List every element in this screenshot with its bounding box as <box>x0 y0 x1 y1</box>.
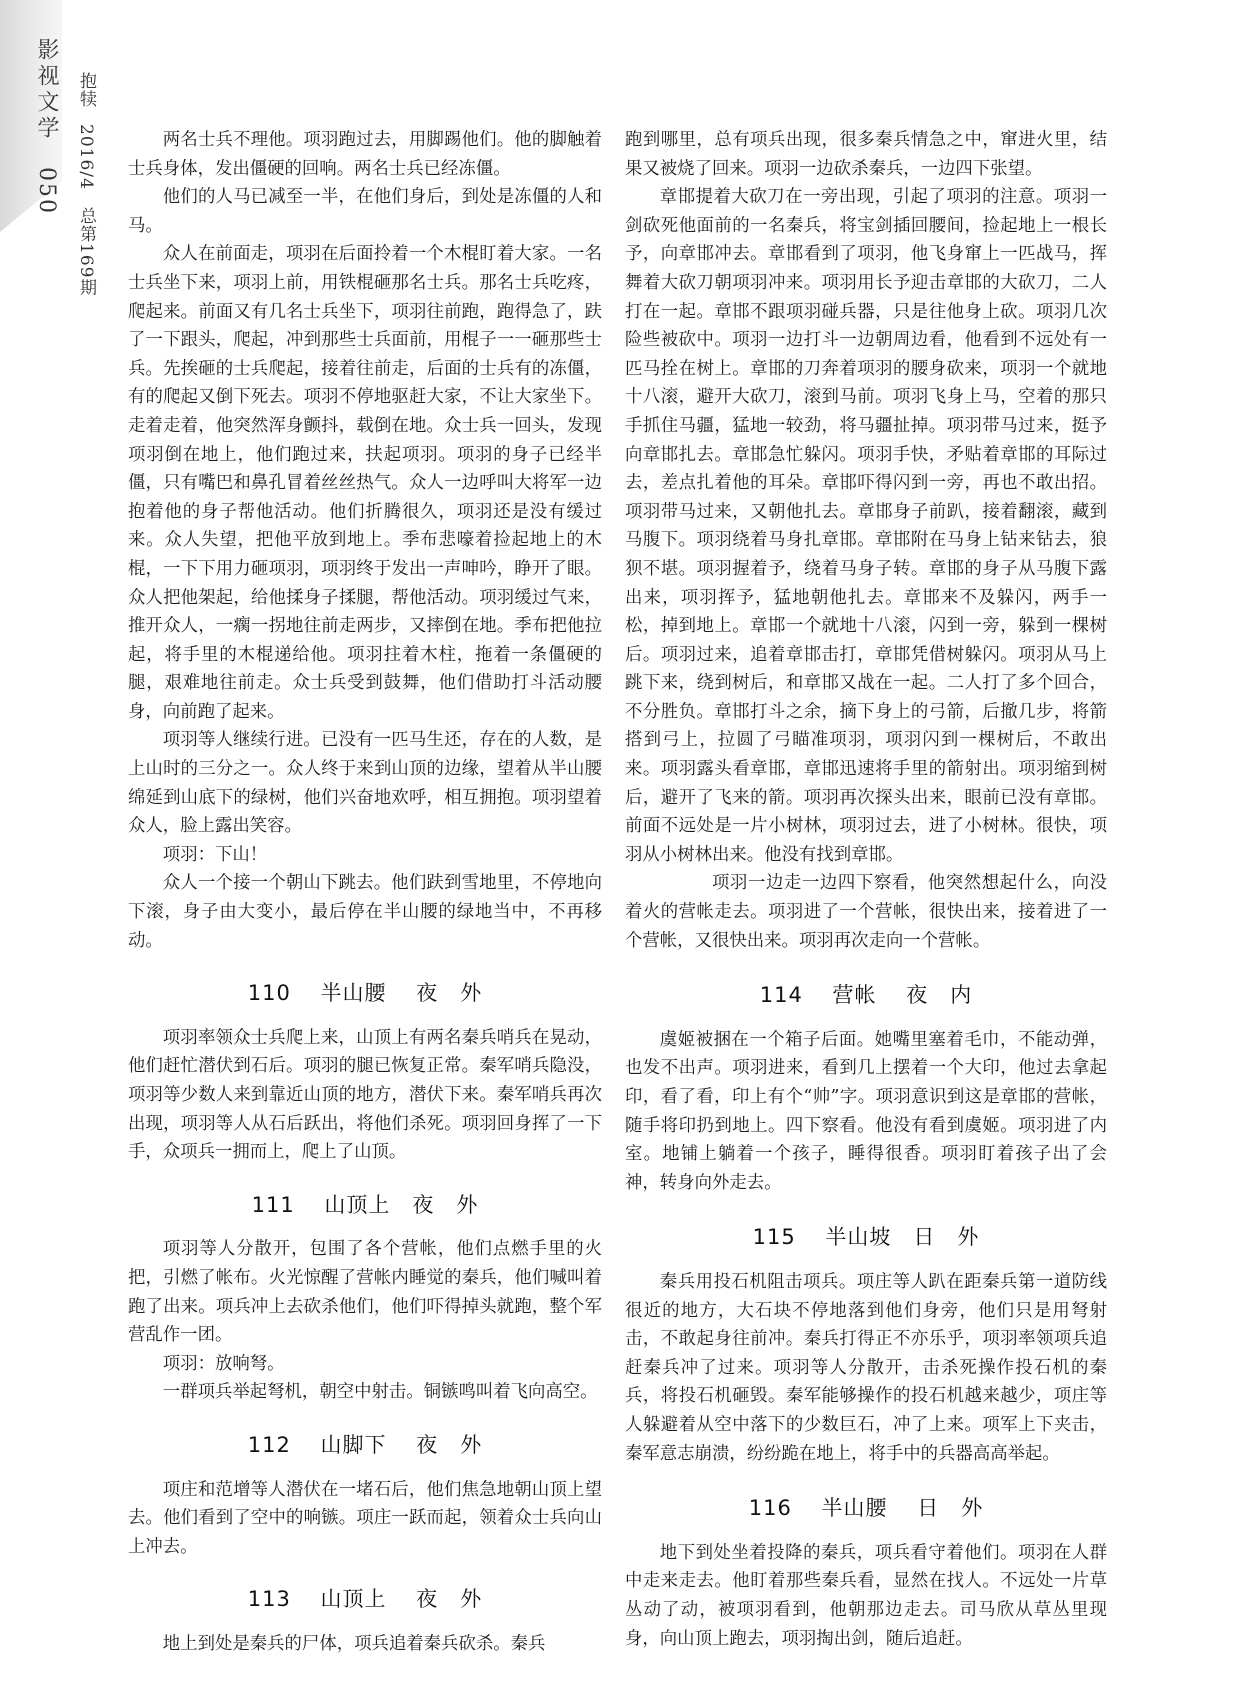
paragraph: 众人一个接一个朝山下跳去。他们趺到雪地里，不停地向下滚，身子由大变小，最后停在半山腰的绿地当中，不再移动。 <box>128 873 602 951</box>
column-name: 抱犊 <box>76 72 96 108</box>
right-column <box>625 126 1107 1653</box>
paragraph: 项羽等人继续行进。已没有一匹马生还，存在的人数，是上山时的三分之一。众人终于来到山顶的边缘，望着从半山腰绵延到山底下的绿树，他们兴奋地欢呼，相互拥抱。项羽望着众人，脸上露出笑容。 <box>128 730 602 837</box>
side-tab-label <box>31 38 62 215</box>
scene-heading: 112 山脚下 夜 外 <box>247 1432 483 1457</box>
paragraph: 章邯提着大砍刀在一旁出现，引起了项羽的注意。项羽一剑砍死他面前的一名秦兵，将宝剑插回腰间，捡起地上一根长予，向章邯冲去。章邯看到了项羽，他飞身窜上一匹战马，挥舞着大砍刀朝项羽冲来。项羽用长予迎击章邯的大砍刀，二人打在一起。章邯不跟项羽碰兵器，只是往他身上砍。项羽几次险些被砍中。项羽一边打斗一边朝周边看，他看到不远处有一匹马拴在树上。章邯的刀奔着项羽的腰身砍来，项羽一个就地十八滚，避开大砍刀，滚到马前。项羽飞身上马，空着的那只手抓住马疆，猛地一较劲，将马疆扯掉。项羽带马过来，挺予向章邯扎去。章邯急忙躲闪。项羽手快，矛贴着章邯的耳际过去，差点扎着他的耳朵。章邯吓得闪到一旁，再也不敢出招。项羽带马过来，又朝他扎去。章邯身子前趴，接着翻滚，藏到马腹下。项羽绕着马身扎章邯。章邯附在马身上钻来钻去，狼狈不堪。项羽握着予，绕着马身子转。章邯的身子从马腹下露出来，项羽挥予，猛地朝他扎去。章邯来不及躲闪，两手一松，掉到地上。章邯一个就地十八滚，闪到一旁，躲到一棵树后。项羽过来，追着章邯击打，章邯凭借树躲闪。项羽从马上跳下来，绕到树后，和章邯又战在一起。二人打了多个回合，不分胜负。章邯打斗之余，摘下身上的弓箭，后撤几步，将箭搭到弓上，拉圆了弓瞄准项羽，项羽闪到一棵树后，不敢出来。项羽露头看章邯，章邯迅速将手里的箭射出。项羽缩到树后，避开了飞来的箭。项羽再次探头出来，眼前已没有章邯。前面不远处是一片小树林，项羽过去，进了小树林。很快，项羽从小树林出来。他没有找到章邯。 <box>625 187 1107 865</box>
paragraph: 他们的人马已减至一半，在他们身后，到处是冻僵的人和马。 <box>128 187 602 236</box>
dialogue-line: 项羽：放响弩。 <box>162 1353 285 1374</box>
scene-heading: 115 半山坡 日 外 <box>752 1225 980 1250</box>
total-issue: 总第169期 <box>76 206 96 297</box>
scene-heading: 116 半山腰 日 外 <box>748 1496 984 1521</box>
paragraph: 众人在前面走，项羽在后面拎着一个木棍盯着大家。一名士兵坐下来，项羽上前，用铁棍砸那名士兵。那名士兵吃疼，爬起来。前面又有几名士兵坐下，项羽往前跑，跑得急了，趺了一下跟头，爬起，冲到那些士兵面前，用棍子一一砸那些士兵。先挨砸的士兵爬起，接着往前走，后面的士兵有的冻僵，有的爬起又倒下死去。项羽不停地驱赶大家，不让大家坐下。走着走着，他突然浑身颤抖，载倒在地。众士兵一回头，发现项羽倒在地上，他们跑过来，扶起项羽。项羽的身子已经半僵，只有嘴巴和鼻孔冒着丝丝热气。众人一边呼叫大将军一边抱着他的身子帮他活动。他们折腾很久，项羽还是没有缓过来。众人失望，把他平放到地上。季布悲嚎着捡起地上的木棍，一下下用力砸项羽，项羽终于发出一声呻吟，睁开了眼。众人把他架起，给他揉身子揉腿，帮他活动。项羽缓过气来，推开众人，一瘸一拐地往前走两步，又摔倒在地。季布把他拉起，将手里的木棍递给他。项羽拄着木柱，拖着一条僵硬的腿，艰难地往前走。众士兵受到鼓舞，他们借助打斗活动腰身，向前跑了起来。 <box>128 244 602 722</box>
dialogue-line: 项羽：下山！ <box>162 844 268 865</box>
paragraph: 项羽等人分散开，包围了各个营帐，他们点燃手里的火把，引燃了帐布。火光惊醒了营帐内睡觉的秦兵，他们喊叫着跑了出来。项兵冲上去砍杀他们，他们吓得掉头就跑，整个军营乱作一团。 <box>128 1239 602 1346</box>
magazine-name: 影视文学 <box>34 38 59 142</box>
paragraph: 地上到处是秦兵的尸体，项兵追着秦兵砍杀。秦兵 <box>162 1633 546 1654</box>
paragraph: 一群项兵举起弩机，朝空中射击。铜镞鸣叫着飞向高空。 <box>162 1382 598 1403</box>
scene-heading: 114 营帐 夜 内 <box>759 983 973 1008</box>
page-number: 050 <box>34 167 59 215</box>
paragraph: 地下到处坐着投降的秦兵，项兵看守着他们。项羽在人群中走来走去。他盯着那些秦兵看，显然在找人。不远处一片草丛动了动，被项羽看到，他朝那边走去。司马欣从草丛里现身，向山顶上跑去，项羽掏出剑，随后追赶。 <box>625 1542 1107 1649</box>
scene-heading: 110 半山腰 夜 外 <box>247 981 483 1006</box>
paragraph: 项庄和范增等人潜伏在一堵石后，他们焦急地朝山顶上望去。他们看到了空中的响镞。项庄一跃而起，领着众士兵向山上冲去。 <box>128 1479 602 1557</box>
paragraph: 两名士兵不理他。项羽跑过去，用脚踢他们。他的脚触着士兵身体，发出僵硬的回响。两名士兵已经冻僵。 <box>128 130 602 179</box>
scene-heading: 113 山顶上 夜 外 <box>247 1587 483 1612</box>
issue-info <box>74 72 99 306</box>
issue-date: 2016/4 <box>76 124 96 191</box>
scene-heading: 111 山顶上 夜 外 <box>251 1192 479 1217</box>
paragraph-continued: 跑到哪里，总有项兵出现，很多秦兵情急之中，窜进火里，结果又被烧了回来。项羽一边砍杀秦兵，一边四下张望。 <box>625 130 1107 179</box>
paragraph: 虞姬被捆在一个箱子后面。她嘴里塞着毛巾，不能动弹，也发不出声。项羽进来，看到几上摆着一个大印，他过去拿起印，看了看，印上有个“帅”字。项羽意识到这是章邯的营帐，随手将印扔到地上。四下察看。他没有看到虞姬。项羽进了内室。地铺上躺着一个孩子，睡得很香。项羽盯着孩子出了会神，转身向外走去。 <box>625 1029 1107 1193</box>
paragraph: 项羽一边走一边四下察看，他突然想起什么，向没着火的营帐走去。项羽进了一个营帐，很快出来，接着进了一个营帐，又很快出来。项羽再次走向一个营帐。 <box>625 873 1107 951</box>
paragraph: 秦兵用投石机阻击项兵。项庄等人趴在距秦兵第一道防线很近的地方，大石块不停地落到他们身旁，他们只是用弩射击，不敢起身往前冲。秦兵打得正不亦乐乎，项羽率领项兵追赶秦兵冲了过来。项羽等人分散开，击杀死操作投石机的秦兵，将投石机砸毁。秦军能够操作的投石机越来越少，项庄等人躲避着从空中落下的少数巨石，冲了上来。项军上下夹击，秦军意志崩溃，纷纷跪在地上，将手中的兵器高高举起。 <box>625 1271 1107 1464</box>
left-column <box>128 126 602 1659</box>
paragraph: 项羽率领众士兵爬上来，山顶上有两名秦兵哨兵在晃动，他们赶忙潜伏到石后。项羽的腿已恢复正常。秦军哨兵隐没，项羽等少数人来到靠近山顶的地方，潜伏下来。秦军哨兵再次出现，项羽等人从石后跃出，将他们杀死。项羽回身挥了一下手，众项兵一拥而上，爬上了山顶。 <box>128 1027 602 1163</box>
